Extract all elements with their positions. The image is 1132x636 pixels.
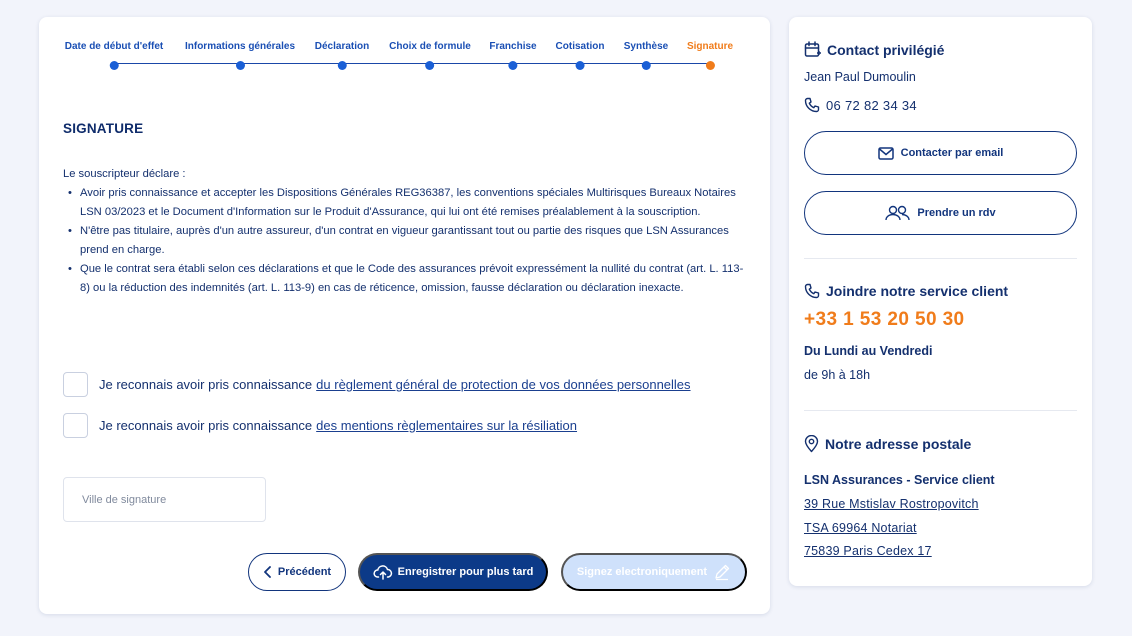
step-dot <box>509 61 518 70</box>
declaration-text <box>63 165 753 298</box>
step-date-debut[interactable] <box>65 41 164 70</box>
step-label: Informations générales <box>184 41 296 52</box>
consent-rgpd-checkbox[interactable] <box>63 372 88 397</box>
step-label: Franchise <box>489 41 537 52</box>
step-dot <box>426 61 435 70</box>
sign-electronically-button[interactable] <box>561 553 747 591</box>
divider <box>804 258 1077 259</box>
step-choix-formule[interactable] <box>389 41 471 70</box>
step-cotisation[interactable] <box>556 41 605 70</box>
step-dot <box>236 61 245 70</box>
signature-city-input[interactable] <box>63 477 266 522</box>
calendar-icon <box>804 41 821 58</box>
step-franchise[interactable] <box>489 41 536 70</box>
declaration-item: • N'être pas titulaire, auprès d'un autre assureur, d'un contrat en vigueur garantissant tout ou partie des risques que LSN Assurances prend en charge. <box>63 222 753 260</box>
service-days: Du Lundi au Vendredi <box>804 344 933 358</box>
service-phone[interactable]: +33 1 53 20 50 30 <box>804 309 965 330</box>
step-signature[interactable] <box>687 41 733 70</box>
previous-label: Précédent <box>277 566 332 578</box>
mail-icon <box>878 147 894 160</box>
contact-heading <box>804 41 944 58</box>
step-label: Signature <box>686 41 734 52</box>
step-informations-generales[interactable] <box>185 41 295 70</box>
address-line-3[interactable]: 75839 Paris Cedex 17 <box>804 544 932 558</box>
cloud-upload-icon <box>373 564 393 580</box>
phone-icon <box>804 97 820 113</box>
step-label: Date de début d'effet <box>64 41 164 52</box>
contact-name: Jean Paul Dumoulin <box>804 70 916 84</box>
step-label: Déclaration <box>314 41 370 52</box>
address-line-1[interactable]: 39 Rue Mstislav Rostropovitch <box>804 497 979 511</box>
resiliation-link[interactable]: des mentions règlementaires sur la résiliation <box>316 418 578 433</box>
contact-sidebar <box>789 17 1092 586</box>
chevron-left-icon <box>263 566 273 578</box>
contact-title: Contact privilégié <box>827 41 945 58</box>
step-label: Cotisation <box>555 41 605 52</box>
address-heading <box>804 435 971 453</box>
contact-phone-row <box>804 97 917 113</box>
service-heading <box>804 283 1008 299</box>
step-dot <box>706 61 715 70</box>
phone-icon <box>804 283 820 299</box>
consent-resiliation-checkbox[interactable] <box>63 413 88 438</box>
step-synthese[interactable] <box>624 41 668 70</box>
step-label: Synthèse <box>623 41 669 52</box>
declaration-list <box>63 184 753 298</box>
divider <box>804 410 1077 411</box>
step-dot <box>575 61 584 70</box>
location-pin-icon <box>804 435 819 453</box>
step-dot <box>338 61 347 70</box>
sign-label: Signez electroniquement <box>576 566 708 578</box>
declaration-intro: Le souscripteur déclare : <box>63 168 186 180</box>
consent-rgpd-row <box>63 372 691 397</box>
service-title: Joindre notre service client <box>826 283 1009 299</box>
declaration-item: • Que le contrat sera établi selon ces déclarations et que le Code des assurances prévoit expressément la nullité du contrat (art. L. 113-8) ou la réduction des indemnités (art. L. 113-9) en cas de réticence, omission, fausse déclaration ou déclaration inexacte. <box>63 260 753 298</box>
address-title: Notre adresse postale <box>825 436 972 452</box>
step-label: Choix de formule <box>389 41 471 52</box>
step-dot <box>110 61 119 70</box>
users-icon <box>885 205 910 221</box>
signature-card <box>39 17 770 614</box>
pen-icon <box>713 563 731 581</box>
book-appointment-label: Prendre un rdv <box>917 207 996 219</box>
service-hours: de 9h à 18h <box>804 368 871 382</box>
step-dot <box>642 61 651 70</box>
contact-email-button[interactable] <box>804 131 1077 175</box>
step-declaration[interactable] <box>315 41 369 70</box>
contact-phone: 06 72 82 34 34 <box>826 97 917 113</box>
consent-resiliation-row <box>63 413 577 438</box>
progress-stepper <box>63 41 753 71</box>
save-for-later-button[interactable] <box>358 553 548 591</box>
rgpd-link[interactable]: du règlement général de protection de vos données personnelles <box>316 377 691 392</box>
section-title: SIGNATURE <box>63 121 144 136</box>
save-label: Enregistrer pour plus tard <box>397 566 534 578</box>
contact-email-label: Contacter par email <box>900 147 1004 159</box>
address-company: LSN Assurances - Service client <box>804 473 995 487</box>
previous-button[interactable] <box>248 553 346 591</box>
declaration-item: • Avoir pris connaissance et accepter les Dispositions Générales REG36387, les conventions spéciales Multirisques Bureaux Notaires LSN 03/2023 et le Document d'Information sur le Produit d'Assurance, qui lui ont été remises préalablement à la souscription. <box>63 184 753 222</box>
consent-rgpd-text: Je reconnais avoir pris connaissance <box>99 377 313 392</box>
consent-resiliation-text: Je reconnais avoir pris connaissance <box>99 418 313 433</box>
address-line-2[interactable]: TSA 69964 Notariat <box>804 521 917 535</box>
book-appointment-button[interactable] <box>804 191 1077 235</box>
